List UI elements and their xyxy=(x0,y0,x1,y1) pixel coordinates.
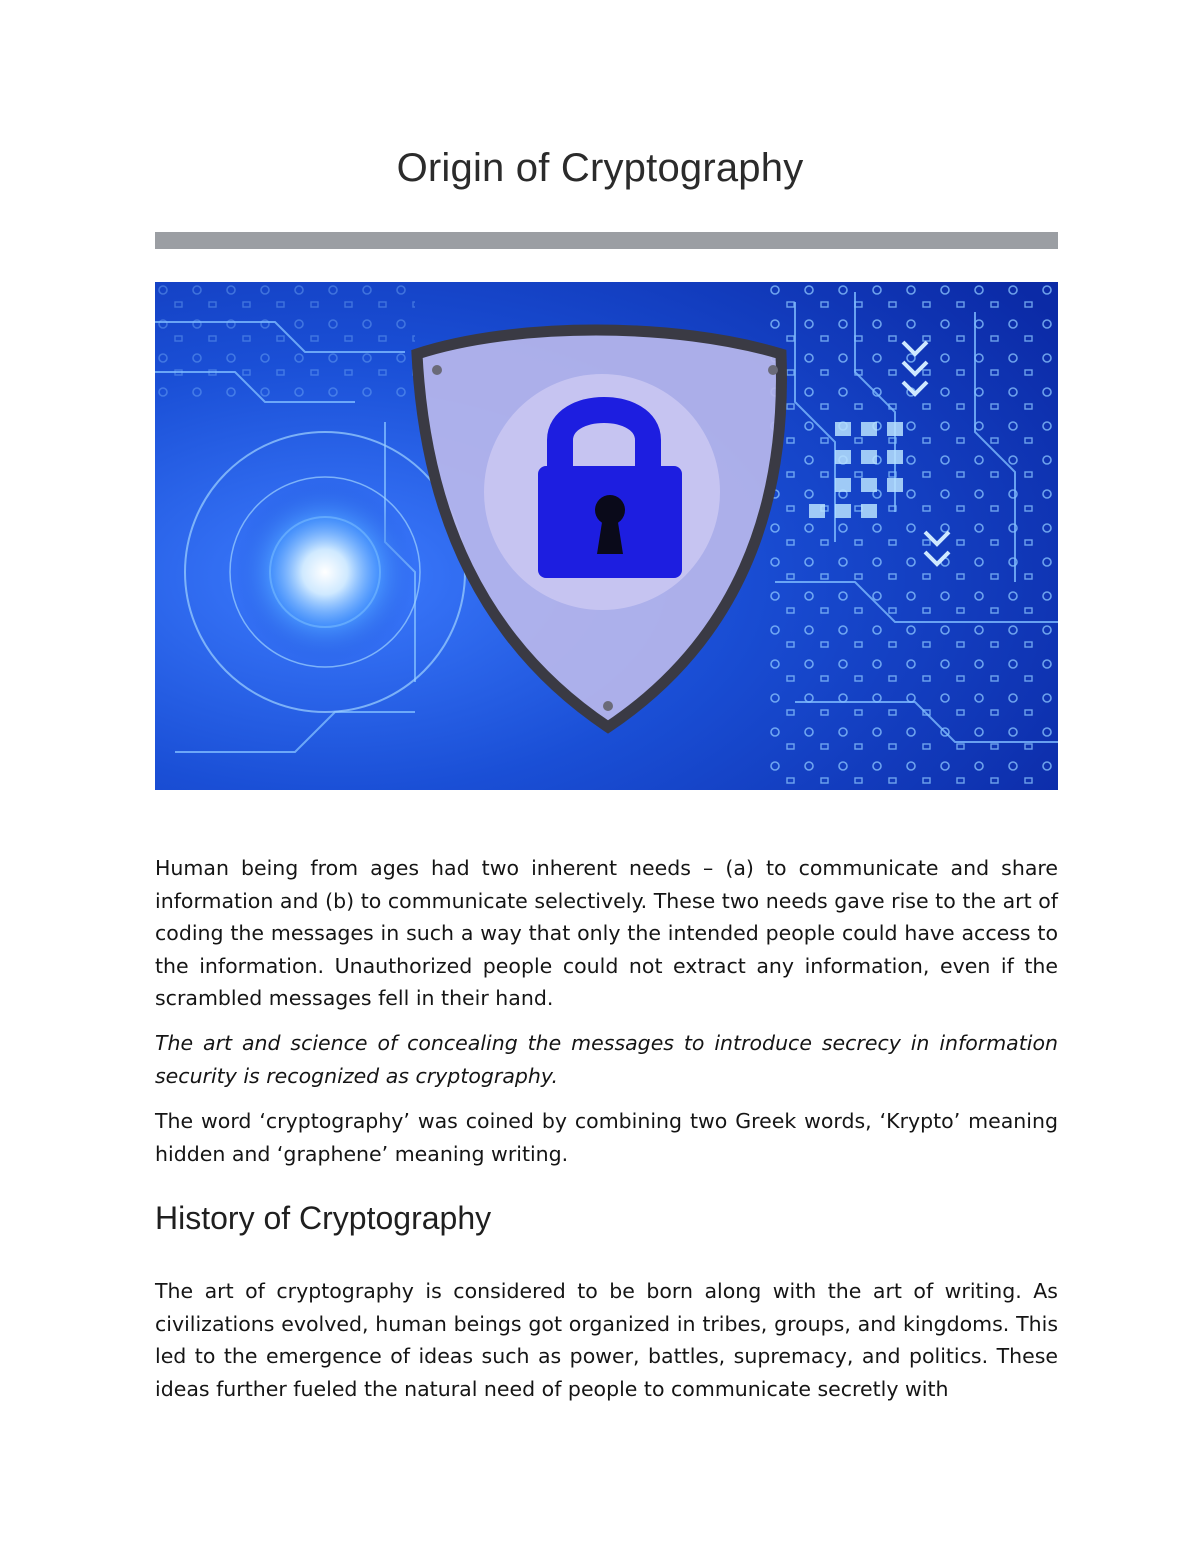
definition-paragraph: The art and science of concealing the messages to introduce secrecy in information security is recognized as cryptography. xyxy=(155,1031,1058,1088)
intro-paragraph: Human being from ages had two inherent needs – (a) to communicate and share information and (b) to communicate selectively. These two needs gave rise to the art of coding the messages in such a way that only the intended people could have access to the information. Unauthorized people could not extract any information, even if the scrambled messages fell in their hand. xyxy=(155,856,1058,1010)
page-title: Origin of Cryptography xyxy=(396,146,804,190)
cyber-security-illustration xyxy=(155,282,1058,790)
section-heading: History of Cryptography xyxy=(155,1200,492,1236)
etymology-paragraph: The word ‘cryptography’ was coined by combining two Greek words, ‘Krypto’ meaning hidden and ‘graphene’ meaning writing. xyxy=(155,1109,1058,1166)
history-paragraph: The art of cryptography is considered to be born along with the art of writing. As civilizations evolved, human beings got organized in tribes, groups, and kingdoms. This led to the emergence of ideas such as power, battles, supremacy, and politics. These ideas further fueled the natural need of people to communicate secretly with xyxy=(155,1279,1058,1401)
hero-image xyxy=(155,282,1058,790)
title-divider xyxy=(155,232,1058,249)
